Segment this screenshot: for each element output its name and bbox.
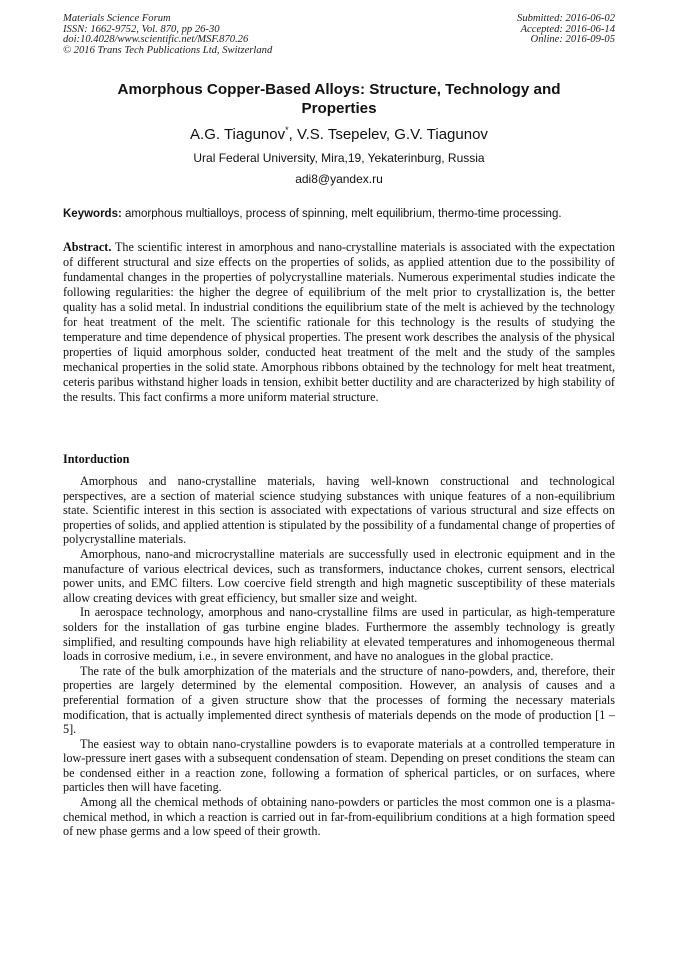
author-others: , V.S. Tsepelev, G.V. Tiagunov [288, 126, 488, 143]
journal-name: Materials Science Forum [63, 13, 171, 24]
paragraph: In aerospace technology, amorphous and nano-crystalline films are used in particular, as high-temperature solders for the installation of gas turbine engine blades. Furthermore the assembly technology is greatly simplified, and resulting compounds have high reliability at elevated temperatures and inhomogeneous thermal loads in corrosive medium, i.e., in severe environment, and have no analogues in the global practice. [63, 605, 615, 664]
paragraph: Among all the chemical methods of obtaining nano-powders or particles the most common one is a plasma-chemical method, in which a reaction is carried out in far-from-equilibrium conditions at a high formation speed of new phase germs and a low speed of their growth. [63, 795, 615, 839]
keywords [63, 207, 615, 221]
journal-doi: doi:10.4028/www.scientific.net/MSF.870.26 [63, 34, 249, 46]
section-heading-introduction: Intorduction [63, 452, 130, 466]
submission-dates [517, 14, 615, 46]
abstract-label: Abstract. [63, 240, 112, 254]
paragraph: The rate of the bulk amorphization of the materials and the structure of nano-powders, and, therefore, their properties are largely determined by the elemental composition. However, an analysis of causes and a preferential formation of a given structure show that the processes of forming the necessary materials modification, that is actually implemented direct synthesis of materials depends on the mode of production [1 – 5]. [63, 663, 615, 737]
journal-issn: ISSN: 1662-9752, Vol. 870, pp 26-30 [63, 23, 220, 35]
keywords-text: amorphous multialloys, process of spinning, melt equilibrium, thermo-time processing. [121, 208, 562, 220]
abstract-text: The scientific interest in amorphous and nano-crystalline materials is associated with the expectation of different structural and size effects on the properties of solids, as applied attention due to the possibility of fundamental changes in the properties of polycrystalline materials. Numerous experimental studies indicate the following regularities: the higher the degree of equilibrium of the melt prior to crystallization is, the better quality has a solid metal. In industrial conditions the equilibrium state of the melt is achieved by the technology for heat treatment of the melt. The scientific rationale for this technology is the results of studying the temperature and time dependence of physical properties. The present work describes the analysis of the physical properties of liquid amorphous solder, conducted heat treatment of the melt and the study of the samples mechanical properties in the solid state. Amorphous ribbons obtained by the technology for melt heat treatment, ceteris paribus withstand higher loads in tension, exhibit better ductility and are characterized by high stability of the results. This fact confirms a more uniform material structure. [63, 240, 615, 404]
online-date: Online: 2016-09-05 [530, 34, 615, 46]
introduction-body [63, 474, 615, 839]
affiliation: Ural Federal University, Mira,19, Yekaterinburg, Russia [193, 151, 485, 165]
journal-info [63, 14, 272, 56]
accepted-date: Accepted: 2016-06-14 [520, 23, 615, 35]
author-first: A.G. Tiagunov [190, 126, 286, 143]
paper-title: Amorphous Copper-Based Alloys: Structure, Technology and Properties [117, 81, 561, 117]
paper-authors [60, 121, 618, 144]
paragraph: Amorphous, nano-and microcrystalline materials are successfully used in electronic equipment and in the manufacture of various electrical devices, such as transformers, inductance chokes, current sensors, electrical power units, and EMC filters. Low coercive field strength and high magnetic susceptibility of these materials allow creating devices with great efficiency, but smaller size and weight. [63, 546, 615, 605]
corresponding-author-mark: * [285, 125, 289, 135]
paragraph: The easiest way to obtain nano-crystalline powders is to evaporate materials at a controlled temperature in low-pressure inert gases with a subsequent condensation of steam. Depending on preset conditions the steam can be condensed either in a reaction zone, following a formation of spherical particles, or on surfaces, where particles then will have faceting. [63, 736, 615, 795]
paragraph: Amorphous and nano-crystalline materials, having well-known constructional and technological perspectives, are a section of material science studying substances with unique features of a non-equilibrium state. Scientific interest in this section is associated with expectations of various structural and size effects on properties of solids, and applied attention is stipulated by the possibility of a fundamental change of properties of polycrystalline materials. [63, 474, 615, 547]
author-email[interactable]: adi8@yandex.ru [295, 172, 383, 186]
abstract [63, 240, 615, 405]
submitted-date: Submitted: 2016-06-02 [517, 13, 615, 24]
journal-copyright: © 2016 Trans Tech Publications Ltd, Switzerland [63, 44, 273, 56]
keywords-label: Keywords: [63, 208, 122, 220]
